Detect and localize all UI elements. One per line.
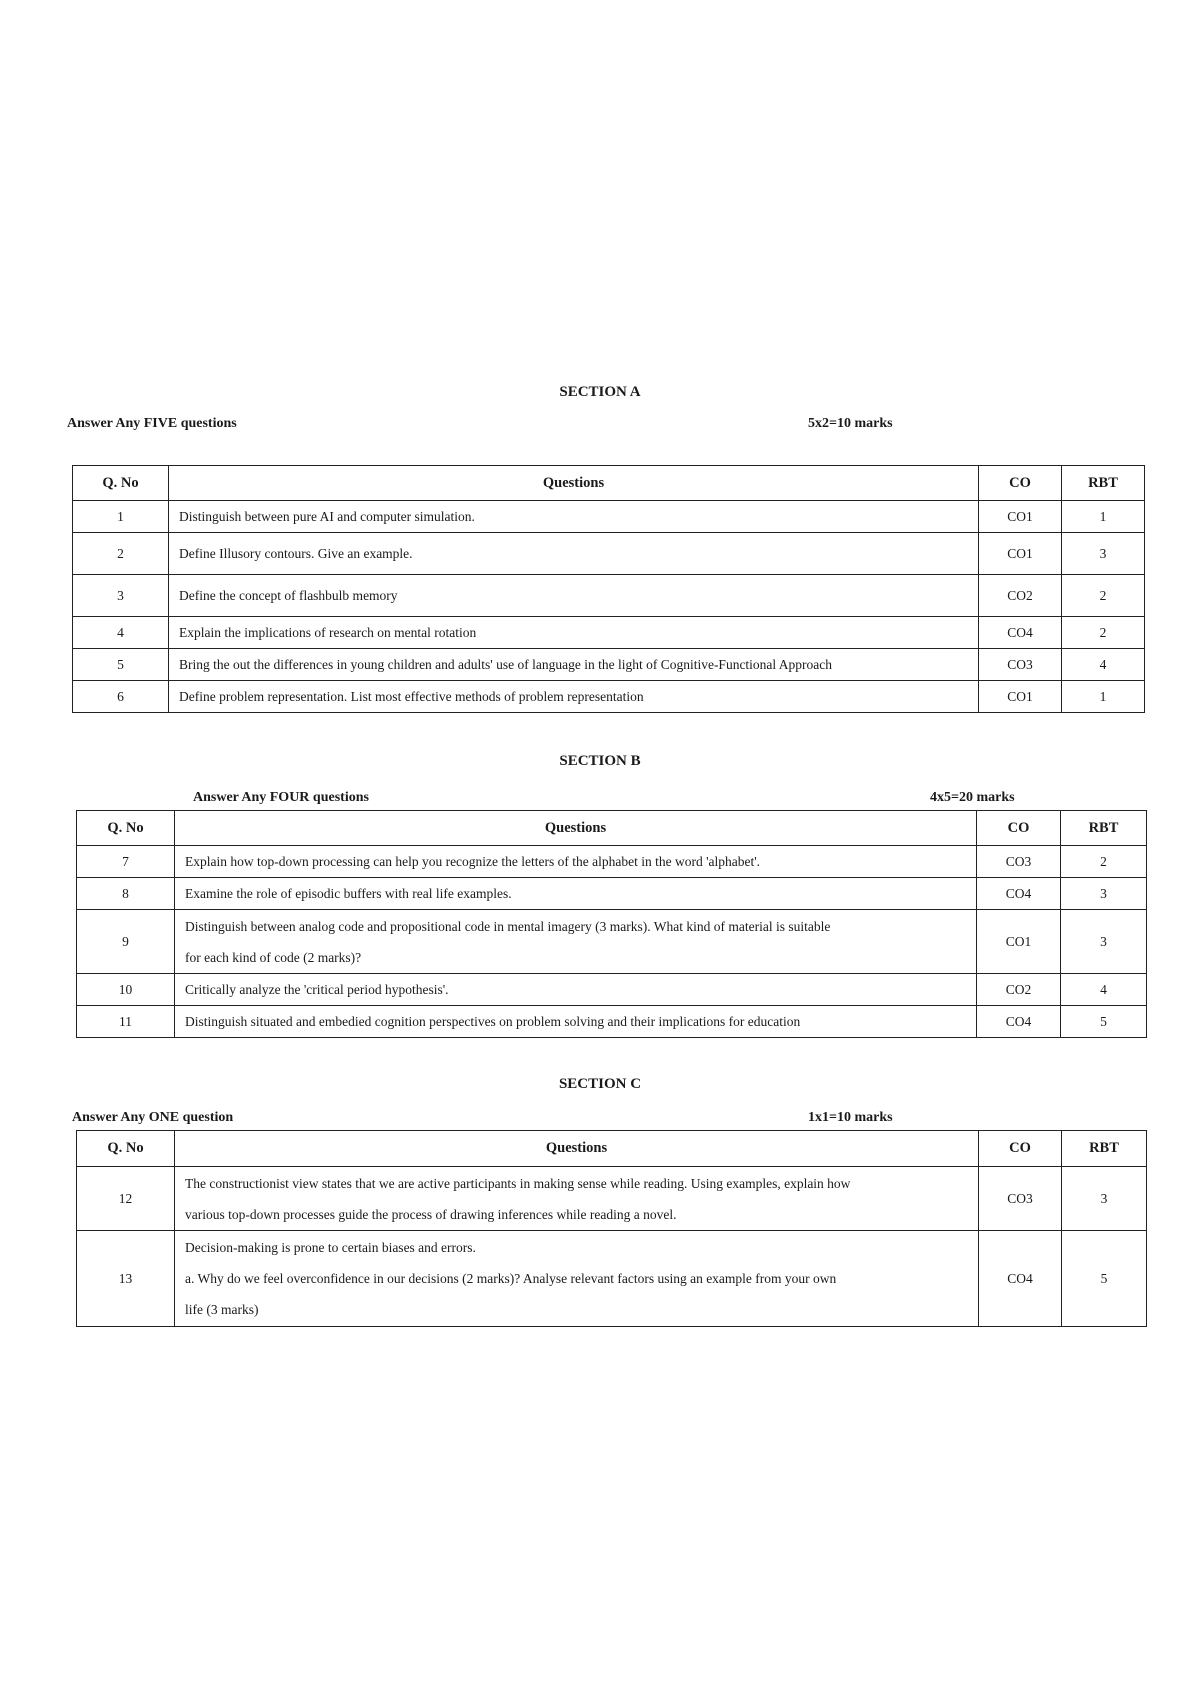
co-value: CO1 (977, 910, 1061, 974)
question-text (175, 910, 977, 974)
co-header: CO (979, 1131, 1062, 1167)
question-number: 1 (73, 501, 169, 533)
question-line: for each kind of code (2 marks)? (185, 949, 362, 965)
question-line: Explain the implications of research on mental rotation (179, 625, 477, 640)
question-line: Distinguish between pure AI and computer simulation. (179, 509, 475, 524)
question-line: Distinguish situated and embedied cognition perspectives on problem solving and their implications for education (185, 1014, 801, 1029)
table-row (77, 878, 1147, 910)
section-c-marks: 1x1=10 marks (808, 1110, 893, 1125)
question-line: Define the concept of flashbulb memory (179, 588, 398, 603)
qno-header: Q. No (73, 466, 169, 501)
question-number: 4 (73, 617, 169, 649)
questions-header: Questions (175, 811, 977, 846)
co-value: CO3 (977, 846, 1061, 878)
rbt-value: 4 (1062, 649, 1145, 681)
question-number: 8 (77, 878, 175, 910)
rbt-value: 3 (1061, 910, 1147, 974)
rbt-value: 2 (1061, 846, 1147, 878)
question-line: Critically analyze the 'critical period hypothesis'. (185, 982, 449, 997)
question-line: Explain how top-down processing can help you recognize the letters of the alphabet in the word 'alphabet'. (185, 854, 761, 869)
section-c-instruction: Answer Any ONE question (72, 1110, 234, 1125)
question-number: 11 (77, 1006, 175, 1038)
section-a-table (72, 465, 1145, 713)
section-b-marks: 4x5=20 marks (930, 790, 1015, 805)
question-text (169, 681, 979, 713)
rbt-value: 3 (1061, 878, 1147, 910)
question-line: Define problem representation. List most effective methods of problem representation (179, 689, 644, 704)
question-text (175, 1167, 979, 1231)
question-line: Decision-making is prone to certain biases and errors. (185, 1240, 476, 1255)
section-a-marks: 5x2=10 marks (808, 416, 893, 431)
rbt-value: 3 (1062, 1167, 1147, 1231)
co-header: CO (979, 466, 1062, 501)
section-b-instruction: Answer Any FOUR questions (193, 790, 369, 805)
question-number: 12 (77, 1167, 175, 1231)
co-header: CO (977, 811, 1061, 846)
question-line: Bring the out the differences in young children and adults' use of language in the light of Cognitive-Functional Approach (179, 657, 833, 672)
section-b-table (76, 810, 1147, 1038)
section-b-title: SECTION B (559, 753, 641, 769)
question-text (169, 617, 979, 649)
table-row (77, 974, 1147, 1006)
rbt-header: RBT (1062, 1131, 1147, 1167)
question-number: 5 (73, 649, 169, 681)
question-text (169, 575, 979, 617)
rbt-value: 1 (1062, 681, 1145, 713)
questions-header: Questions (169, 466, 979, 501)
co-value: CO1 (979, 501, 1062, 533)
question-number: 9 (77, 910, 175, 974)
table-row (77, 1231, 1147, 1327)
question-text (175, 1231, 979, 1327)
table-row (77, 1167, 1147, 1231)
rbt-value: 5 (1062, 1231, 1147, 1327)
table-row (77, 846, 1147, 878)
co-value: CO3 (979, 1167, 1062, 1231)
question-number: 3 (73, 575, 169, 617)
question-text (169, 533, 979, 575)
question-text (175, 1006, 977, 1038)
co-value: CO4 (979, 1231, 1062, 1327)
question-number: 2 (73, 533, 169, 575)
co-value: CO1 (979, 681, 1062, 713)
co-value: CO4 (977, 878, 1061, 910)
section-a-title: SECTION A (559, 384, 641, 400)
question-number: 7 (77, 846, 175, 878)
co-value: CO3 (979, 649, 1062, 681)
table-row (77, 1006, 1147, 1038)
co-value: CO2 (977, 974, 1061, 1006)
question-text (169, 649, 979, 681)
question-number: 6 (73, 681, 169, 713)
question-text (175, 846, 977, 878)
question-number: 10 (77, 974, 175, 1006)
rbt-value: 3 (1062, 533, 1145, 575)
rbt-value: 2 (1062, 575, 1145, 617)
co-value: CO4 (979, 617, 1062, 649)
table-row (73, 575, 1145, 617)
co-value: CO1 (979, 533, 1062, 575)
question-line: a. Why do we feel overconfidence in our decisions (2 marks)? Analyse relevant factors using an example from your own (185, 1271, 837, 1286)
table-row (73, 649, 1145, 681)
co-value: CO2 (979, 575, 1062, 617)
section-c-title: SECTION C (558, 1076, 642, 1092)
rbt-header: RBT (1061, 811, 1147, 846)
table-row (73, 617, 1145, 649)
rbt-value: 5 (1061, 1006, 1147, 1038)
question-text (175, 974, 977, 1006)
rbt-value: 2 (1062, 617, 1145, 649)
question-line: life (3 marks) (185, 1302, 259, 1317)
table-row (73, 533, 1145, 575)
questions-header: Questions (175, 1131, 979, 1167)
section-c-table (76, 1130, 1147, 1327)
question-line: Examine the role of episodic buffers with real life examples. (185, 886, 512, 901)
qno-header: Q. No (77, 811, 175, 846)
question-text (175, 878, 977, 910)
table-row (77, 910, 1147, 974)
qno-header: Q. No (77, 1131, 175, 1167)
rbt-value: 4 (1061, 974, 1147, 1006)
question-number: 13 (77, 1231, 175, 1327)
question-line: Distinguish between analog code and propositional code in mental imagery (3 marks). What kind of material is suitable (185, 918, 831, 934)
question-text (169, 501, 979, 533)
co-value: CO4 (977, 1006, 1061, 1038)
question-line: Define Illusory contours. Give an example. (179, 546, 413, 561)
rbt-header: RBT (1062, 466, 1145, 501)
rbt-value: 1 (1062, 501, 1145, 533)
question-line: The constructionist view states that we are active participants in making sense while reading. Using examples, explain how (185, 1175, 851, 1191)
table-row (73, 501, 1145, 533)
table-row (73, 681, 1145, 713)
question-line: various top-down processes guide the process of drawing inferences while reading a novel. (185, 1206, 677, 1222)
section-a-instruction: Answer Any FIVE questions (67, 416, 237, 431)
